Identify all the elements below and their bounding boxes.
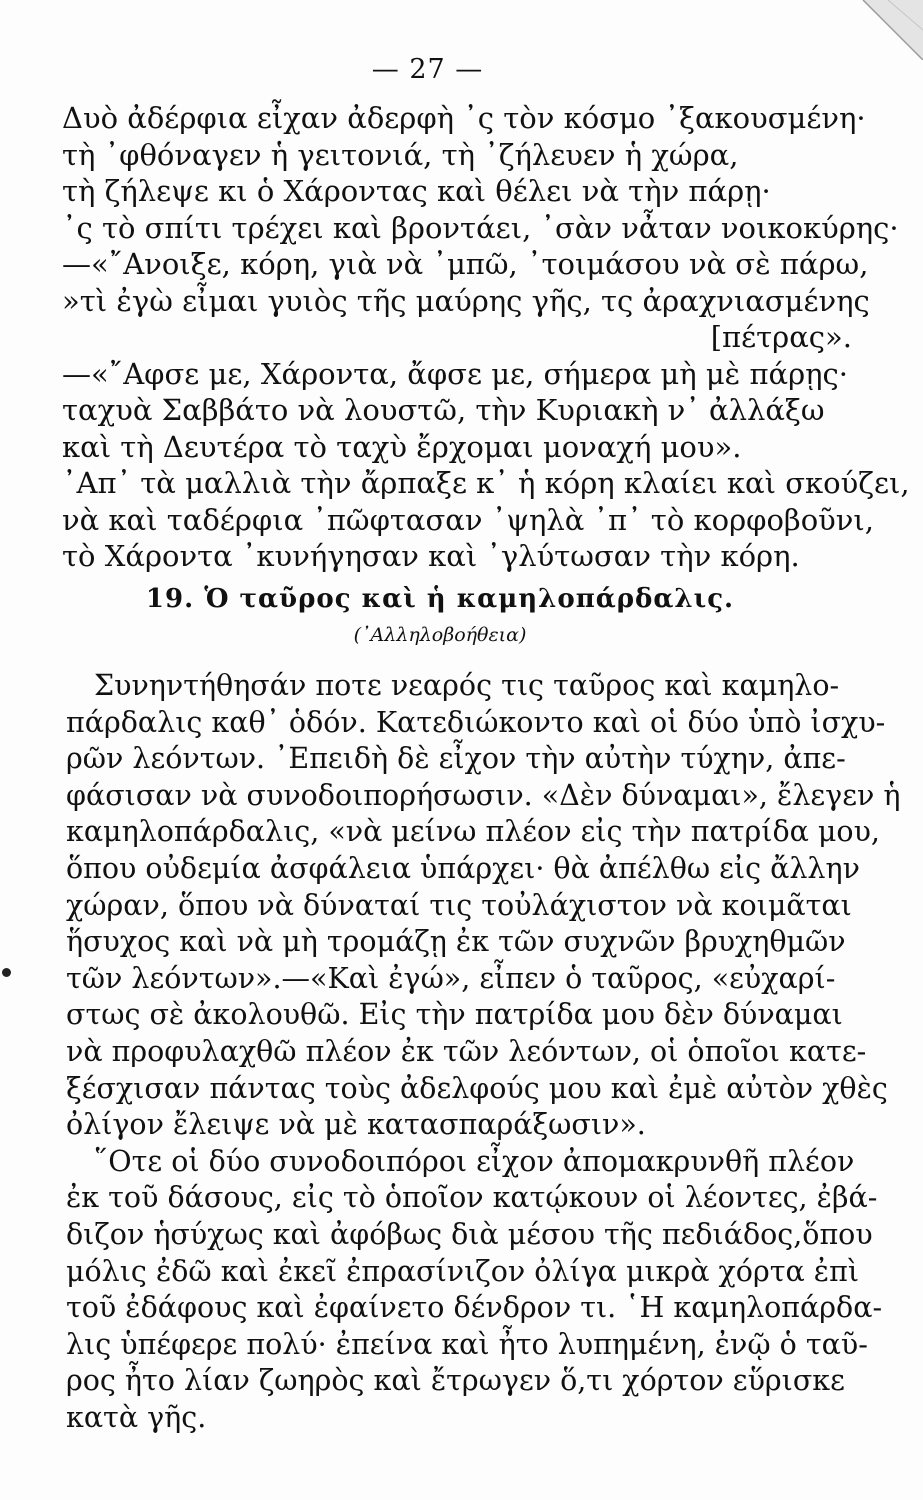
poem-line: τὴ ᾽φθόναγεν ἡ γειτονιά, τὴ ᾽ζήλευεν ἡ χώρα, <box>62 137 739 172</box>
poem-line: Δυὸ ἀδέρφια εἶχαν ἀδερφὴ ᾽ς τὸν κόσμο ᾽ξακουσμένη· <box>62 101 866 135</box>
poem-line: ᾽Απ᾽ τὰ μαλλιὰ τὴν ἄρπαξε κ᾽ ἡ κόρη κλαίει καὶ σκούζει, <box>62 466 910 500</box>
prose-line: ρος ἦτο λίαν ζωηρὸς καὶ ἔτρωγεν ὅ,τι χόρτον εὕρισκε <box>66 1364 845 1398</box>
prose-line: τοῦ ἐδάφους καὶ ἐφαίνετο δένδρον τι. ῾Η καμηλοπάρδα- <box>66 1291 883 1325</box>
prose-line: ὀλίγον ἔλειψε νὰ μὲ κατασπαράξωσιν». <box>66 1108 646 1142</box>
story-heading: 19. Ὁ ταῦρος καὶ ἡ καμηλοπάρδαλις. <box>145 584 735 614</box>
prose-line: νὰ προφυλαχθῶ πλέον ἐκ τῶν λεόντων, οἱ ὁποῖοι κατε- <box>66 1034 867 1068</box>
poem-line: ταχυὰ Σαββάτο νὰ λουστῶ, τὴν Κυριακὴ ν᾽ ἀλλάξω <box>62 393 825 427</box>
prose-line: ρῶν λεόντων. ᾽Επειδὴ δὲ εἶχον τὴν αὐτὴν τύχην, ἀπε- <box>66 742 846 776</box>
margin-ink-dot <box>2 968 11 977</box>
poem-line: καὶ τὴ Δευτέρα τὸ ταχὺ ἔρχομαι μοναχή μου». <box>62 429 742 464</box>
prose-line: ὅπου οὐδεμία ἀσφάλεια ὑπάρχει· θὰ ἀπέλθω εἰς ἄλλην <box>66 851 860 885</box>
page-number: — 27 — <box>371 54 484 85</box>
story-subtitle: (᾽Αλληλοβοήθεια) <box>353 624 527 646</box>
prose-line: φάσισαν νὰ συνοδοιπορήσωσιν. «Δὲν δύναμαι», ἔλεγεν ἡ <box>66 778 901 812</box>
prose-line: Συνηντήθησάν ποτε νεαρός τις ταῦρος καὶ καμηλο- <box>94 669 840 702</box>
poem-line: »τὶ ἐγὼ εἶμαι γυιὸς τῆς μαύρης γῆς, τς ἀραχνιασμένης <box>62 283 870 318</box>
prose-line: ῞Οτε οἱ δύο συνοδοιπόροι εἶχον ἀπομακρυνθῆ πλέον <box>94 1144 855 1178</box>
torn-corner-mark <box>833 0 923 60</box>
prose-line: μόλις ἐδῶ καὶ ἐκεῖ ἐπρασίνιζον ὀλίγα μικρὰ χόρτα ἐπὶ <box>66 1254 859 1288</box>
poem-line: τὸ Χάροντα ᾽κυνήγησαν καὶ ᾽γλύτωσαν τὴν κόρη. <box>62 539 800 573</box>
prose-line: καμηλοπάρδαλις, «νὰ μείνω πλέον εἰς τὴν πατρίδα μου, <box>66 815 880 849</box>
poem-line: —«῎Ανοιξε, κόρη, γιὰ νὰ ᾽μπῶ, ᾽τοιμάσου νὰ σὲ πάρω, <box>62 247 869 281</box>
poem-line: —«῎Αφσε με, Χάροντα, ἄφσε με, σήμερα μὴ μὲ πάρῃς· <box>62 356 848 391</box>
prose-line: στως σὲ ἀκολουθῶ. Εἰς τὴν πατρίδα μου δὲν δύναμαι <box>66 998 843 1032</box>
poem-block <box>62 100 910 575</box>
prose-line: διζον ἡσύχως καὶ ἀφόβως διὰ μέσου τῆς πεδιάδος,ὅπου <box>66 1217 873 1251</box>
prose-line: ἐκ τοῦ δάσους, εἰς τὸ ὁποῖον κατῴκουν οἱ λέοντες, ἐβά- <box>66 1181 878 1215</box>
story-text <box>66 668 901 1436</box>
prose-line: τῶν λεόντων».—«Καὶ ἐγώ», εἶπεν ὁ ταῦρος, «εὐχαρί- <box>66 961 836 995</box>
prose-line: κατὰ γῆς. <box>66 1400 207 1434</box>
prose-line: λις ὑπέφερε πολύ· ἐπείνα καὶ ἦτο λυπημένη, ἐνῷ ὁ ταῦ- <box>66 1327 868 1361</box>
poem-line: νὰ καὶ ταδέρφια ᾽πῶφτασαν ᾽ψηλὰ ᾽π᾽ τὸ κορφοβοῦνι, <box>62 502 874 537</box>
poem-line-continuation: [πέτρας». <box>710 320 852 354</box>
prose-line: χώραν, ὅπου νὰ δύναταί τις τοὐλάχιστον νὰ κοιμᾶται <box>66 888 852 922</box>
prose-line: πάρδαλις καθ᾽ ὁδόν. Κατεδιώκοντο καὶ οἱ δύο ὑπὸ ἰσχυ- <box>66 705 886 739</box>
poem-line: τὴ ζήλεψε κι ὁ Χάροντας καὶ θέλει νὰ τὴν πάρῃ· <box>62 174 771 208</box>
prose-line: ἥσυχος καὶ νὰ μὴ τρομάζῃ ἐκ τῶν συχνῶν βρυχηθμῶν <box>66 925 846 959</box>
prose-line: ξέσχισαν πάντας τοὺς ἀδελφούς μου καὶ ἐμὲ αὐτὸν χθὲς <box>66 1071 888 1105</box>
poem-line: ᾽ς τὸ σπίτι τρέχει καὶ βροντάει, ᾽σὰν νἆταν νοικοκύρης· <box>62 210 899 245</box>
